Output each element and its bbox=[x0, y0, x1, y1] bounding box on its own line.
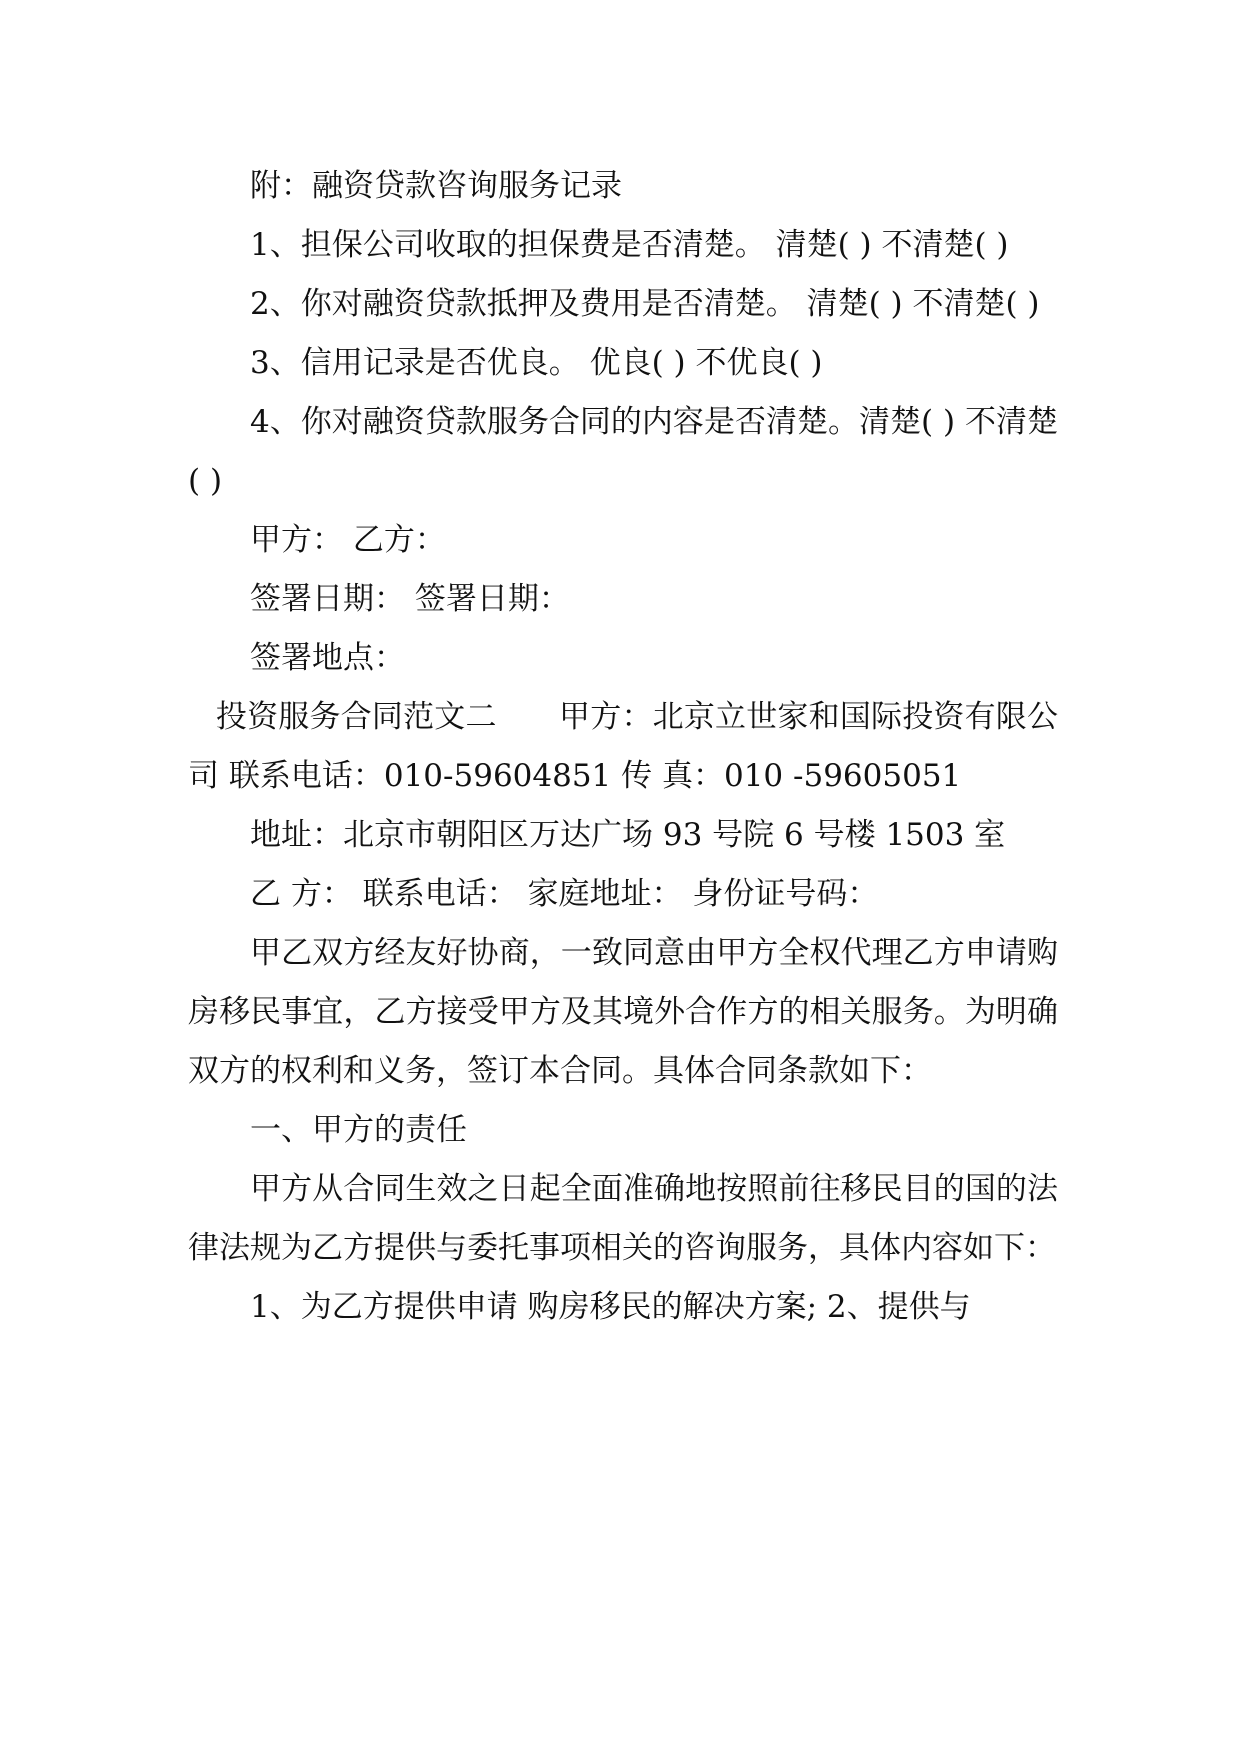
contract-two-heading: 投资服务合同范文二 甲方：北京立世家和国际投资有限公司 联系电话：010-59604851 传 真：010 -59605051 bbox=[188, 699, 1058, 794]
record-item-1: 1、担保公司收取的担保费是否清楚。 清楚( ) 不清楚( ) bbox=[250, 227, 1009, 263]
parties-line: 甲方： 乙方： bbox=[250, 522, 446, 558]
appendix-title: 附：融资贷款咨询服务记录 bbox=[250, 168, 622, 204]
section-heading-party-a: 一、甲方的责任 bbox=[250, 1112, 467, 1148]
record-item-2: 2、你对融资贷款抵押及费用是否清楚。 清楚( ) 不清楚( ) bbox=[250, 286, 1040, 322]
party-a-responsibility: 甲方从合同生效之日起全面准确地按照前往移民目的国的法律法规为乙方提供与委托事项相关的咨询服务，具体内容如下： bbox=[188, 1171, 1058, 1266]
document-body bbox=[188, 157, 1058, 1337]
record-item-3: 3、信用记录是否优良。 优良( ) 不优良( ) bbox=[250, 345, 823, 381]
signing-place-line: 签署地点： bbox=[250, 640, 405, 676]
service-item-1: 1、为乙方提供申请 购房移民的解决方案; 2、提供与 bbox=[250, 1289, 971, 1325]
contract-intro: 甲乙双方经友好协商，一致同意由甲方全权代理乙方申请购房移民事宜，乙方接受甲方及其境外合作方的相关服务。为明确双方的权利和义务，签订本合同。具体合同条款如下： bbox=[188, 935, 1058, 1089]
party-a-address: 地址：北京市朝阳区万达广场 93 号院 6 号楼 1503 室 bbox=[250, 817, 1006, 853]
party-b-fields: 乙 方： 联系电话： 家庭地址： 身份证号码： bbox=[250, 876, 879, 912]
record-item-4: 4、你对融资贷款服务合同的内容是否清楚。清楚( ) 不清楚( ) bbox=[188, 404, 1058, 499]
signing-date-line: 签署日期： 签署日期： bbox=[250, 581, 570, 617]
